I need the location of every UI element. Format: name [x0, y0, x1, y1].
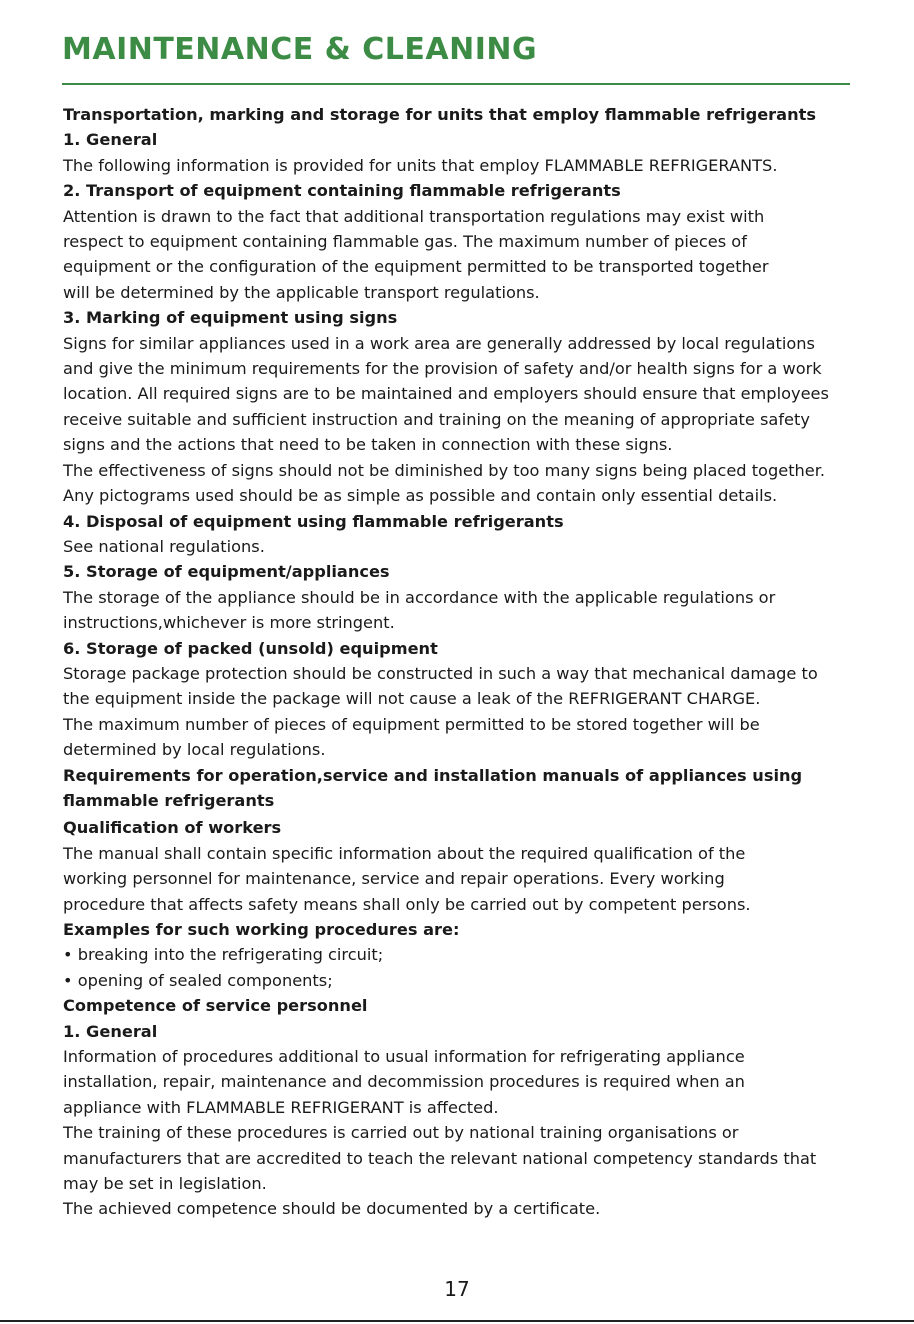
- body-text-line: the equipment inside the package will not cause a leak of the REFRIGERANT CHARGE.: [63, 689, 761, 709]
- body-text-line: manufacturers that are accredited to teach the relevant national competency standards that: [63, 1148, 817, 1168]
- body-text-line: determined by local regulations.: [63, 740, 326, 760]
- body-text-line: appliance with FLAMMABLE REFRIGERANT is affected.: [63, 1097, 499, 1117]
- section-heading: flammable refrigerants: [63, 790, 275, 810]
- body-text-line: equipment or the configuration of the equipment permitted to be transported together: [63, 257, 769, 277]
- body-text-line: receive suitable and sufficient instruction and training on the meaning of appropriate safety: [63, 409, 810, 429]
- body-text-line: Attention is drawn to the fact that additional transportation regulations may exist with: [63, 206, 765, 226]
- body-text-line: See national regulations.: [63, 536, 265, 556]
- body-text-line: Information of procedures additional to usual information for refrigerating appliance: [63, 1047, 745, 1067]
- bottom-divider: [0, 1320, 914, 1322]
- page-number: 17: [444, 1277, 470, 1301]
- section-heading: Requirements for operation,service and installation manuals of appliances using: [63, 765, 803, 785]
- body-text-line: installation, repair, maintenance and decommission procedures is required when an: [63, 1072, 745, 1092]
- body-text-line: will be determined by the applicable transport regulations.: [63, 282, 540, 302]
- section-heading: 1. General: [63, 1021, 158, 1041]
- body-text-line: respect to equipment containing flammable gas. The maximum number of pieces of: [63, 232, 747, 252]
- body-text-line: location. All required signs are to be maintained and employers should ensure that employees: [63, 384, 829, 404]
- body-text-line: instructions,whichever is more stringent.: [63, 613, 395, 633]
- section-heading: 3. Marking of equipment using signs: [63, 308, 398, 328]
- section-heading: 4. Disposal of equipment using flammable refrigerants: [63, 511, 564, 531]
- page-title: MAINTENANCE & CLEANING: [62, 32, 538, 67]
- section-heading: 6. Storage of packed (unsold) equipment: [63, 638, 438, 658]
- body-text-line: may be set in legislation.: [63, 1174, 267, 1194]
- section-heading: Examples for such working procedures are:: [63, 920, 460, 939]
- body-text-line: The effectiveness of signs should not be diminished by too many signs being placed together.: [63, 460, 826, 480]
- section-heading: Transportation, marking and storage for units that employ flammable refrigerants: [63, 105, 816, 124]
- body-text-line: The manual shall contain specific information about the required qualification of the: [63, 843, 746, 863]
- body-text-line: The achieved competence should be documented by a certificate.: [63, 1199, 601, 1219]
- body-text-line: The following information is provided for units that employ FLAMMABLE REFRIGERANTS.: [63, 155, 778, 175]
- body-text-line: The training of these procedures is carried out by national training organisations or: [63, 1123, 739, 1143]
- body-text-line: The storage of the appliance should be in accordance with the applicable regulations or: [63, 587, 776, 607]
- section-heading: Competence of service personnel: [63, 996, 368, 1016]
- body-text-line: Storage package protection should be constructed in such a way that mechanical damage to: [63, 663, 818, 683]
- section-heading: Qualification of workers: [63, 818, 282, 838]
- body-text-line: • opening of sealed components;: [63, 970, 333, 990]
- body-text-line: Any pictograms used should be as simple as possible and contain only essential details.: [63, 486, 778, 506]
- body-text-line: Signs for similar appliances used in a work area are generally addressed by local regulations: [63, 333, 815, 353]
- body-text-line: procedure that affects safety means shall only be carried out by competent persons.: [63, 894, 751, 914]
- document-body: [63, 102, 858, 1222]
- body-text-line: • breaking into the refrigerating circuit;: [63, 945, 384, 965]
- page-header: [62, 30, 852, 70]
- section-heading: 5. Storage of equipment/appliances: [63, 562, 390, 582]
- title-divider: [62, 83, 850, 85]
- section-heading: 2. Transport of equipment containing flammable refrigerants: [63, 181, 621, 201]
- body-text-line: working personnel for maintenance, service and repair operations. Every working: [63, 869, 725, 889]
- section-heading: 1. General: [63, 130, 158, 150]
- body-text-line: The maximum number of pieces of equipment permitted to be stored together will be: [63, 714, 760, 734]
- body-text-line: signs and the actions that need to be taken in connection with these signs.: [63, 435, 673, 455]
- body-text-line: and give the minimum requirements for the provision of safety and/or health signs for a work: [63, 359, 822, 379]
